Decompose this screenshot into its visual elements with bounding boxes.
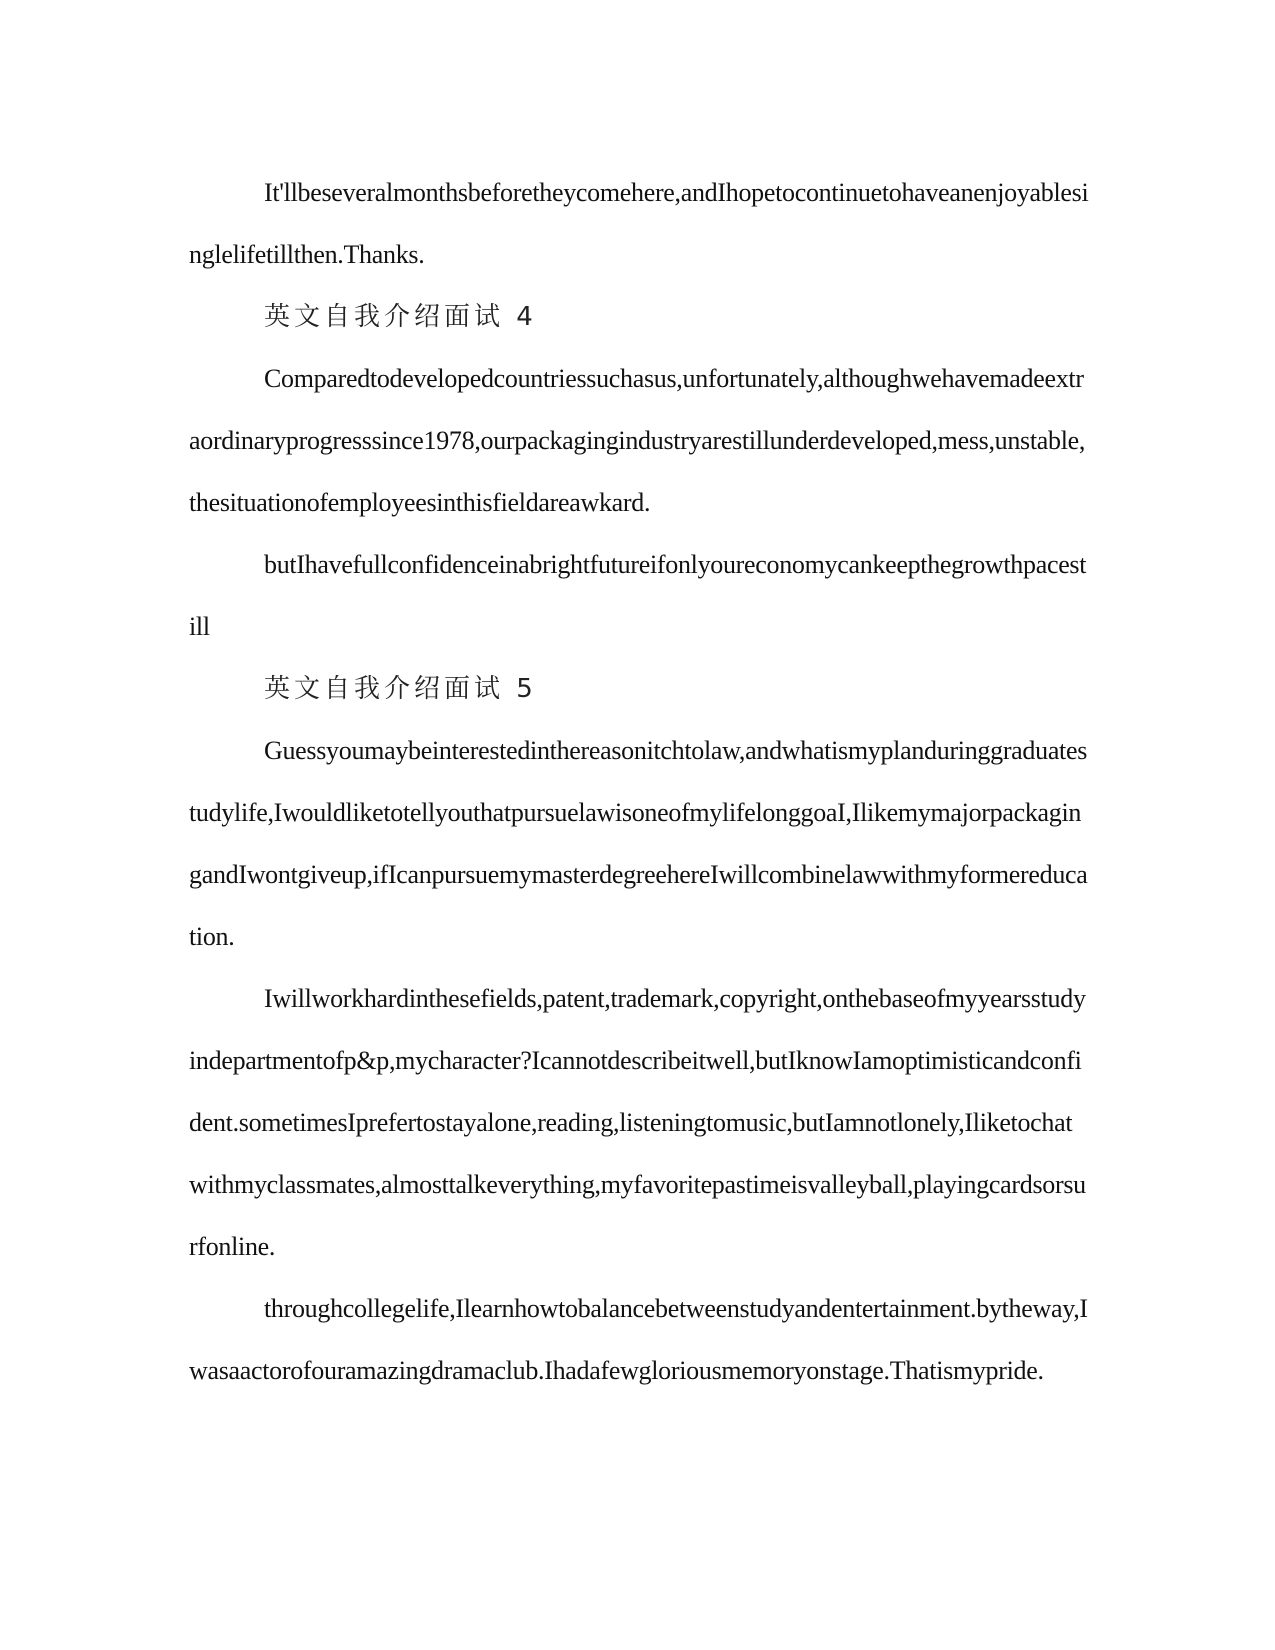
paragraph: butIhavefullconfidenceinabrightfutureifonlyoureconomycankeepthegrowthpacestill [189,550,1087,641]
paragraph: It'llbeseveralmonthsbeforetheycomehere,andIhopetocontinuetohaveanenjoyablesinglelifetillthen.Thanks. [189,178,1089,269]
paragraph: throughcollegelife,Ilearnhowtobalancebetweenstudyandentertainment.bytheway,Iwasaactorofouramazingdramaclub.Ihadafewgloriousmemoryonstage.Thatismypride. [189,1294,1088,1385]
paragraph: Guessyoumaybeinterestedinthereasonitchtolaw,andwhatismyplanduringgraduatestudylife,IwouldliketotellyouthatpursuelawisoneofmylifelonggoaI,IlikemymajorpackagingandIwontgiveup,ifIcanpursuemymasterdegreehereIwillcombinelawwithmyformereducation. [189,736,1088,951]
section-heading: 英文自我介绍面试 4 [264,302,537,332]
paragraph: Iwillworkhardinthesefields,patent,trademark,copyright,onthebaseofmyyearsstudyindepartmentofp&p,mycharacter?Icannotdescribeitwell,butIknowIamoptimisticandconfident.sometimesIprefertostayalone,reading,listeningtomusic,butIamnotlonely,Iliketochatwithmyclassmates,almosttalkeverything,myfavoritepastimeisvalleyball,playingcardsorsurfonline. [189,984,1086,1261]
document-body [189,162,1089,1402]
paragraph: Comparedtodevelopedcountriessuchasus,unfortunately,althoughwehavemadeextraordinaryprogresssince1978,ourpackagingindustryarestillunderdeveloped,mess,unstable,thesituationofemployeesinthisfieldareawkard. [189,364,1086,517]
section-heading: 英文自我介绍面试 5 [264,674,537,704]
